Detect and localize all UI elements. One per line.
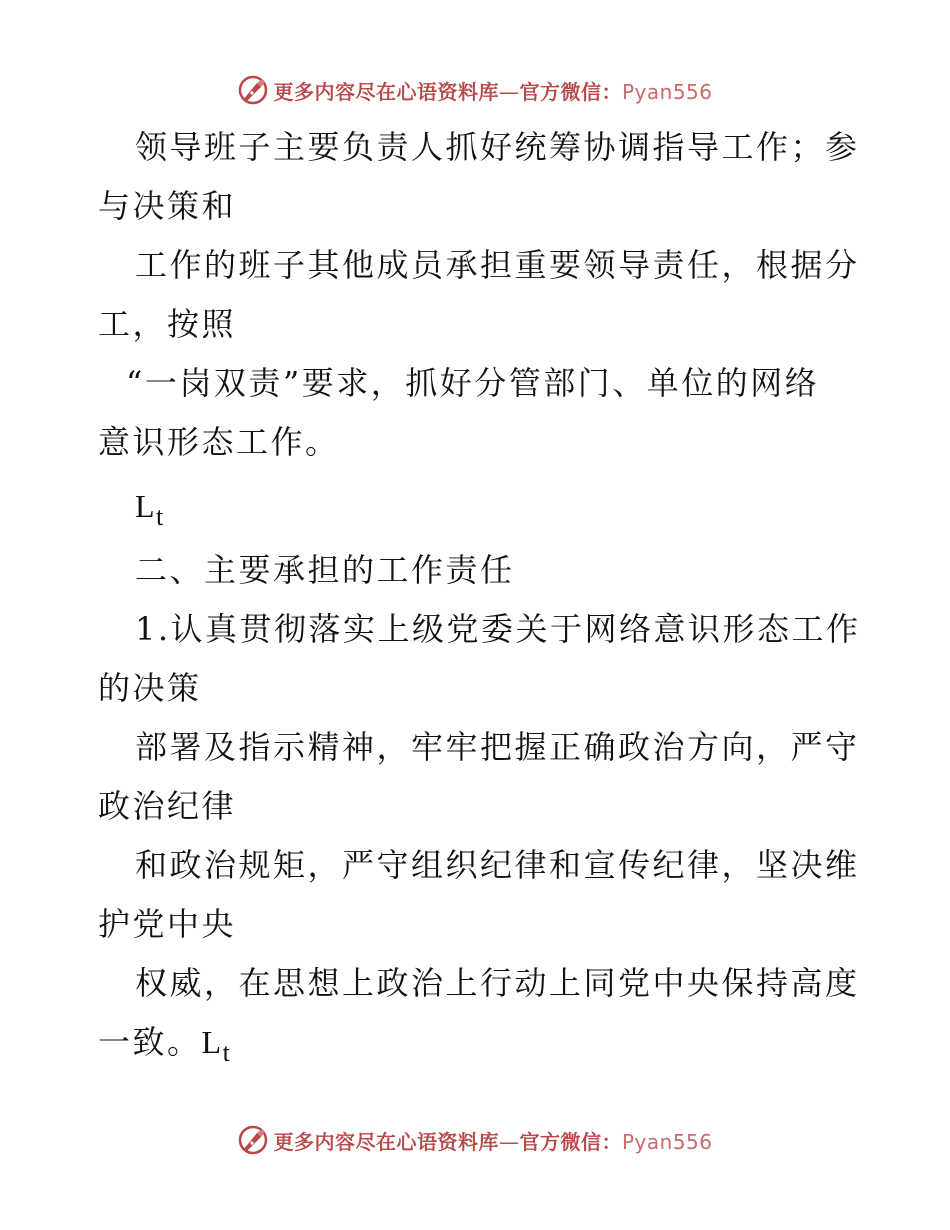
paragraph-line: 与决策和 bbox=[98, 187, 237, 225]
pen-nib-logo-icon bbox=[237, 1124, 269, 1156]
paragraph-mark-line bbox=[98, 472, 858, 541]
paragraph-mark bbox=[135, 472, 166, 543]
banner-site-name: 更多内容尽在心语资料库 bbox=[273, 1129, 499, 1154]
paragraph-line: 1.认真贯彻落实上级党委关于网络意识形态工作 bbox=[135, 610, 861, 648]
banner-wechat-label: 官方微信： bbox=[519, 79, 622, 104]
footer-watermark-banner bbox=[0, 1120, 950, 1160]
paragraph-line-text: 一致。 bbox=[98, 1023, 202, 1061]
paragraph-mark bbox=[202, 1013, 233, 1074]
paragraph-line: 政治纪律 bbox=[98, 787, 237, 825]
paragraph-line: 意识形态工作。 bbox=[98, 423, 340, 461]
paragraph-mark-letter: L bbox=[135, 488, 158, 524]
banner-wechat-id: Pyan556 bbox=[621, 1129, 713, 1154]
paragraph-line: 权威，在思想上政治上行动上同党中央保持高度 bbox=[135, 964, 860, 1002]
paragraph-mark-letter: L bbox=[201, 1024, 224, 1060]
paragraph-mark-subscript: t bbox=[156, 502, 166, 531]
paragraph-line: 和政治规矩，严守组织纪律和宣传纪律，坚决维 bbox=[135, 846, 860, 884]
paragraph-line: 部署及指示精神，牢牢把握正确政治方向，严守 bbox=[135, 728, 860, 766]
paragraph-line bbox=[98, 1013, 858, 1072]
banner-site-name: 更多内容尽在心语资料库 bbox=[273, 79, 499, 104]
paragraph-mark-subscript: t bbox=[222, 1038, 233, 1067]
banner-dash: — bbox=[498, 1129, 520, 1154]
document-body bbox=[98, 118, 861, 1072]
paragraph-line: “一岗双责”要求，抓好分管部门、单位的网络 bbox=[126, 364, 820, 402]
section-heading: 二、主要承担的工作责任 bbox=[135, 551, 515, 589]
paragraph-line: 领导班子主要负责人抓好统筹协调指导工作；参 bbox=[135, 128, 860, 166]
banner-wechat-label: 官方微信： bbox=[519, 1129, 622, 1154]
paragraph-line: 工，按照 bbox=[98, 305, 237, 343]
header-watermark-banner bbox=[0, 70, 950, 110]
paragraph-line: 的决策 bbox=[98, 669, 202, 707]
banner-wechat-id: Pyan556 bbox=[621, 79, 713, 104]
paragraph-line: 工作的班子其他成员承担重要领导责任，根据分 bbox=[135, 246, 860, 284]
banner-dash: — bbox=[498, 79, 520, 104]
pen-nib-logo-icon bbox=[237, 74, 269, 106]
paragraph-line: 护党中央 bbox=[98, 905, 237, 943]
